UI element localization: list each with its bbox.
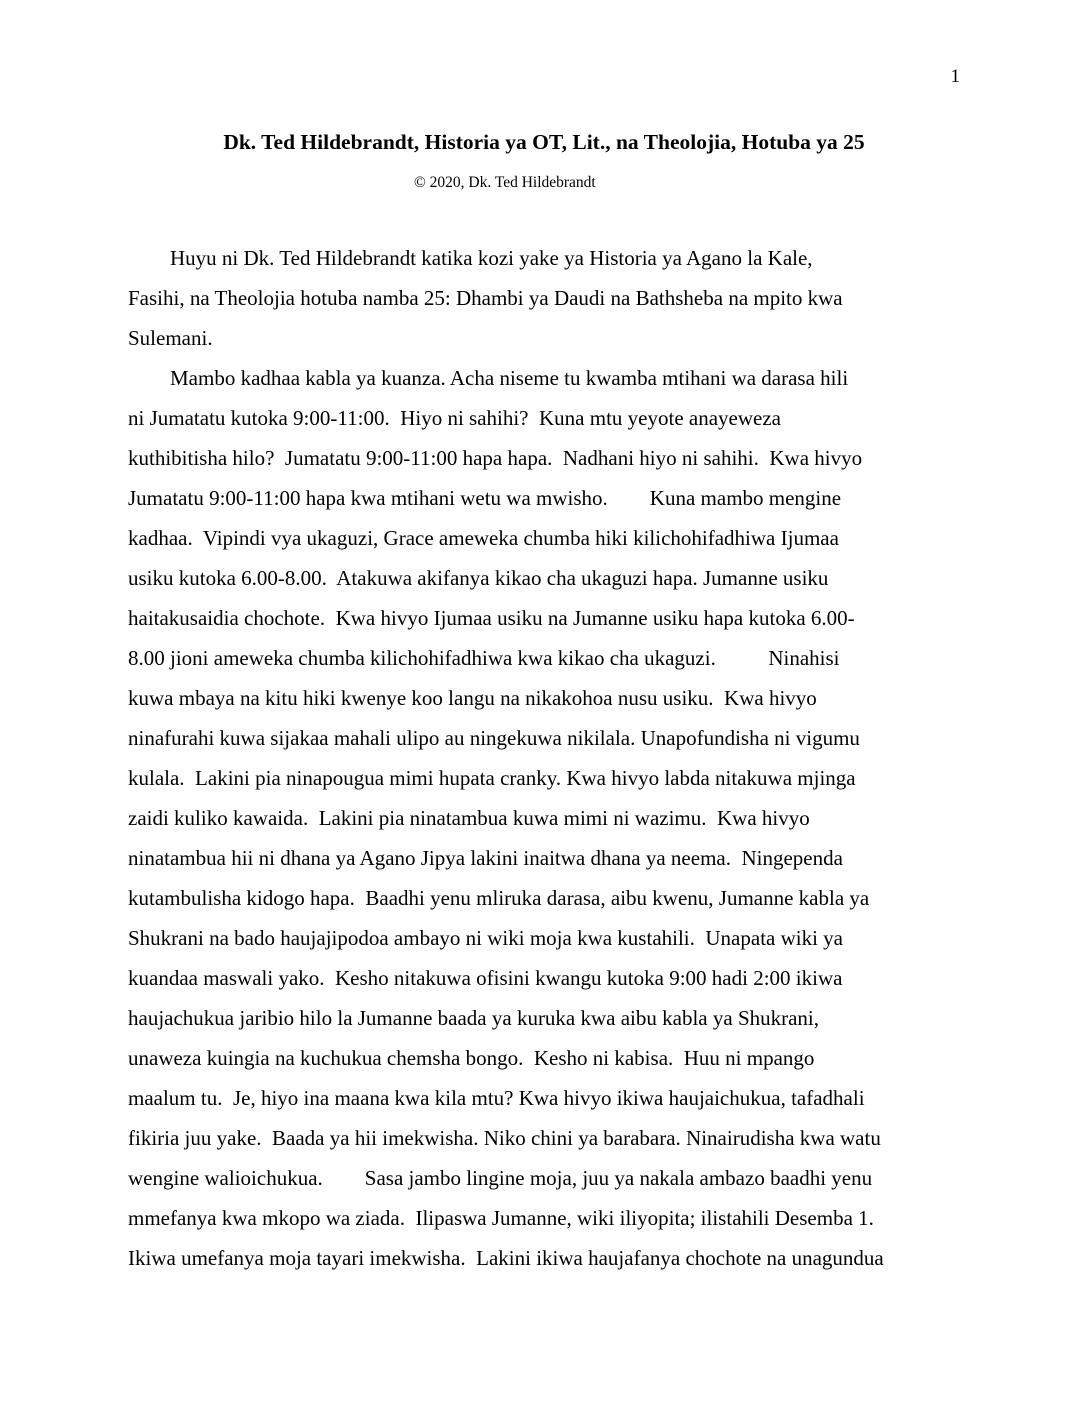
page-number: 1: [950, 66, 960, 87]
text-line: ninafurahi kuwa sijakaa mahali ulipo au ningekuwa nikilala. Unapofundisha ni vigumu: [128, 726, 860, 750]
text-line: usiku kutoka 6.00-8.00. Atakuwa akifanya kikao cha ukaguzi hapa. Jumanne usiku: [128, 566, 829, 590]
text-line: maalum tu. Je, hiyo ina maana kwa kila mtu? Kwa hivyo ikiwa haujaichukua, tafadhali: [128, 1086, 865, 1110]
text-line: Ikiwa umefanya moja tayari imekwisha. Lakini ikiwa haujafanya chochote na unagundua: [128, 1246, 884, 1270]
text-line: kuandaa maswali yako. Kesho nitakuwa ofisini kwangu kutoka 9:00 hadi 2:00 ikiwa: [128, 966, 843, 990]
text-line: kadhaa. Vipindi vya ukaguzi, Grace ameweka chumba hiki kilichohifadhiwa Ijumaa: [128, 526, 839, 550]
text-line: wengine walioichukua. Sasa jambo lingine moja, juu ya nakala ambazo baadhi yenu: [128, 1166, 873, 1190]
text-line: mmefanya kwa mkopo wa ziada. Ilipaswa Jumanne, wiki iliyopita; ilistahili Desemba 1.: [128, 1206, 874, 1230]
text-line: ni Jumatatu kutoka 9:00-11:00. Hiyo ni sahihi? Kuna mtu yeyote anayeweza: [128, 406, 781, 430]
text-line: kutambulisha kidogo hapa. Baadhi yenu mliruka darasa, aibu kwenu, Jumanne kabla ya: [128, 886, 870, 910]
text-line: Fasihi, na Theolojia hotuba namba 25: Dhambi ya Daudi na Bathsheba na mpito kwa: [128, 286, 843, 310]
text-line: Jumatatu 9:00-11:00 hapa kwa mtihani wetu wa mwisho. Kuna mambo mengine: [128, 486, 842, 510]
text-line: unaweza kuingia na kuchukua chemsha bongo. Kesho ni kabisa. Huu ni mpango: [128, 1046, 815, 1070]
text-line: Shukrani na bado haujajipodoa ambayo ni wiki moja kwa kustahili. Unapata wiki ya: [128, 926, 844, 950]
copyright-line: © 2020, Dk. Ted Hildebrandt: [414, 174, 596, 191]
text-line: kuwa mbaya na kitu hiki kwenye koo langu na nikakohoa nusu usiku. Kwa hivyo: [128, 686, 817, 710]
document-title: Dk. Ted Hildebrandt, Historia ya OT, Lit., na Theolojia, Hotuba ya 25: [223, 130, 865, 154]
text-line: 8.00 jioni ameweka chumba kilichohifadhiwa kwa kikao cha ukaguzi. Ninahisi: [128, 646, 840, 670]
text-line: ninatambua hii ni dhana ya Agano Jipya lakini inaitwa dhana ya neema. Ningependa: [128, 846, 843, 870]
text-line: kulala. Lakini pia ninapougua mimi hupata cranky. Kwa hivyo labda nitakuwa mjinga: [128, 766, 856, 790]
text-line: Mambo kadhaa kabla ya kuanza. Acha niseme tu kwamba mtihani wa darasa hili: [128, 366, 849, 390]
text-line: kuthibitisha hilo? Jumatatu 9:00-11:00 hapa hapa. Nadhani hiyo ni sahihi. Kwa hivyo: [128, 446, 863, 470]
body-text: [128, 238, 960, 1278]
text-line: haitakusaidia chochote. Kwa hivyo Ijumaa usiku na Jumanne usiku hapa kutoka 6.00-: [128, 606, 855, 630]
text-line: zaidi kuliko kawaida. Lakini pia ninatambua kuwa mimi ni wazimu. Kwa hivyo: [128, 806, 810, 830]
text-line: haujachukua jaribio hilo la Jumanne baada ya kuruka kwa aibu kabla ya Shukrani,: [128, 1006, 820, 1030]
text-line: fikiria juu yake. Baada ya hii imekwisha. Niko chini ya barabara. Ninairudisha kwa watu: [128, 1126, 881, 1150]
text-line: Huyu ni Dk. Ted Hildebrandt katika kozi yake ya Historia ya Agano la Kale,: [128, 246, 813, 270]
text-line: Sulemani.: [128, 326, 213, 350]
